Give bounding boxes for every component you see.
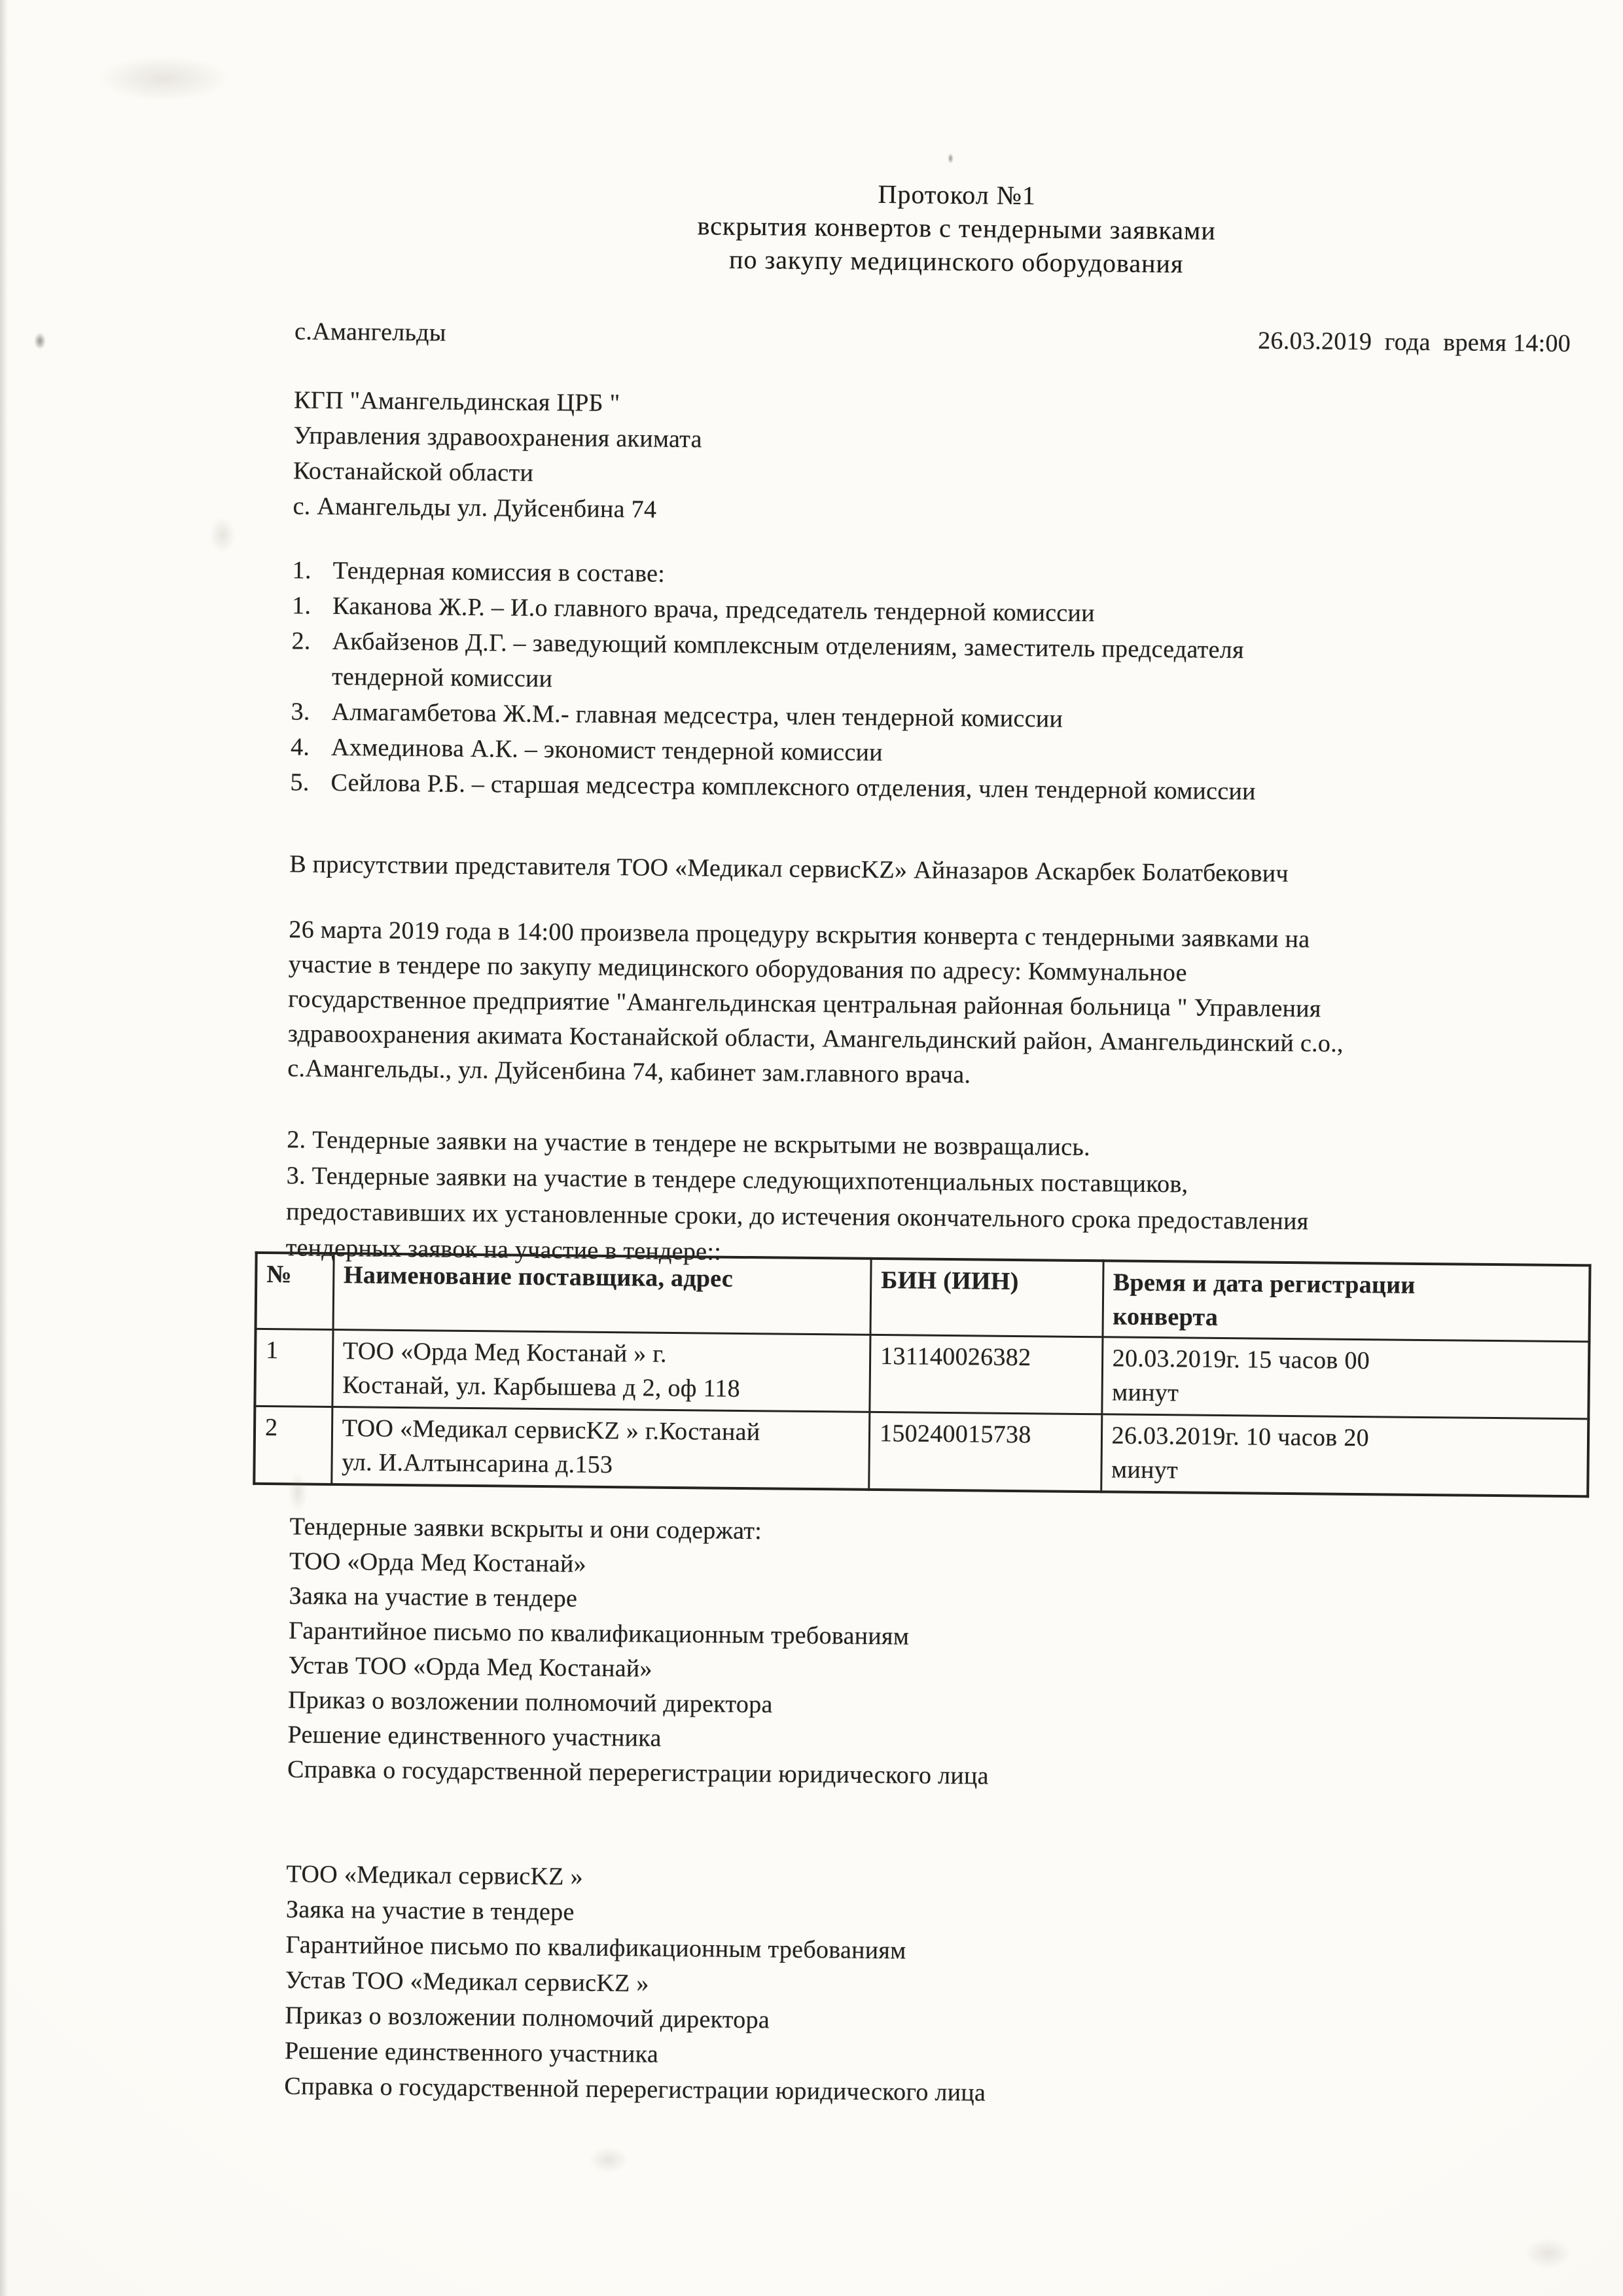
content-item: Решение единственного участника xyxy=(284,2037,659,2068)
title-line-3: по закупу медицинского оборудования xyxy=(728,244,1184,279)
document-title-block xyxy=(351,172,1562,284)
table-row xyxy=(254,1406,1588,1496)
title-line-2: вскрытия конвертов с тендерными заявками xyxy=(697,211,1216,245)
cell-supplier: ТОО «Орда Мед Костанай » г. Костанай, ул. Карбышева д 2, оф 118 xyxy=(332,1329,870,1412)
content-item: Справка о государственной перерегистрации юридического лица xyxy=(284,2072,986,2107)
member-text: Акбайзенов Д.Г. – заведующий комплексным отделениям, заместитель председателя тендерной комиссии xyxy=(331,627,1245,693)
content-item: Справка о государственной перерегистрации юридического лица xyxy=(287,1755,990,1790)
title-line-1: Протокол №1 xyxy=(878,179,1037,211)
member-text: Ахмединова А.К. – экономист тендерной комиссии xyxy=(330,733,883,766)
commission-heading-text: Тендерная комиссия в составе: xyxy=(332,556,666,588)
content-item: Заяка на участие в тендере xyxy=(289,1582,578,1613)
content-item: Приказ о возложении полномочий директора xyxy=(287,1686,773,1719)
member-number: 4. xyxy=(290,733,310,761)
content-item: Устав ТОО «Медикал сервисKZ » xyxy=(285,1966,649,1998)
cell-registration-time: 26.03.2019г. 10 часов 20 минут xyxy=(1101,1414,1588,1497)
table-row xyxy=(255,1329,1589,1419)
cell-registration-time: 20.03.2019г. 15 часов 00 минут xyxy=(1101,1337,1589,1419)
member-number: 2. xyxy=(291,627,311,655)
presence-statement: В присутствии представителя ТОО «Медикал сервисKZ» Айназаров Аскарбек Болатбекович xyxy=(289,850,1289,888)
content-item: Устав ТОО «Орда Мед Костанай» xyxy=(288,1651,653,1683)
content-item: Гарантийное письмо по квалификационным требованиям xyxy=(288,1617,910,1651)
content-item: Гарантийное письмо по квалификационным требованиям xyxy=(285,1931,906,1965)
organization-line-3: Костанайской области xyxy=(293,457,534,487)
procedure-paragraph: 26 марта 2019 года в 14:00 произвела процедуру вскрытия конверта с тендерными заявками на участие в тендере по закупу медицинского оборудования по адресу: Коммунальное государственное предприятие "Амангельдинская центральная районная больница " Управления здравоохранения акимата Костанайской области, Амангельдинский район, Амангельдинский с.о., с.Амангельды., ул. Дуйсенбина 74, кабинет зам.главного врача. xyxy=(287,916,1344,1089)
cell-bin: 131140026382 xyxy=(870,1335,1103,1414)
organization-line-2: Управления здравоохранения акимата xyxy=(293,422,702,454)
opened-heading: Тендерные заявки вскрыты и они содержат: xyxy=(289,1513,762,1545)
cell-supplier: ТОО «Медикал сервисKZ » г.Костанай ул. И.Алтынсарина д.153 xyxy=(331,1407,869,1489)
organization-line-1: КГП "Амангельдинская ЦРБ " xyxy=(293,386,620,418)
content-item: Заяка на участие в тендере xyxy=(285,1895,575,1926)
commission-member xyxy=(291,623,1594,706)
member-text: Алмагамбетова Ж.М.- главная медсестра, член тендерной комиссии xyxy=(331,698,1063,733)
member-number: 3. xyxy=(291,698,310,726)
point-3-statement: 3. Тендерные заявки на участие в тендере следующихпотенциальных поставщиков, предоставивших их установленные сроки, до истечения окончательного срока предоставления тендерных заявок на участие в тендере:: xyxy=(285,1162,1309,1266)
header-number: № xyxy=(256,1253,334,1330)
organization-line-4: с. Амангельды ул. Дуйсенбина 74 xyxy=(293,492,657,524)
content-item: Решение единственного участника xyxy=(287,1721,662,1752)
member-text: Сейлова Р.Б. – старшая медсестра комплексного отделения, член тендерной комиссии xyxy=(330,768,1256,806)
member-number: 5. xyxy=(290,768,310,797)
cell-number: 1 xyxy=(255,1329,332,1407)
organization-block xyxy=(293,382,702,528)
header-supplier: Наименование поставщика, адрес xyxy=(333,1253,871,1335)
content-item: ТОО «Орда Мед Костанай» xyxy=(289,1547,587,1578)
cell-bin: 150240015738 xyxy=(869,1412,1102,1492)
member-number: 1. xyxy=(291,592,312,620)
place-date-row xyxy=(294,314,1571,361)
commission-heading-number: 1. xyxy=(292,556,312,584)
header-registration-time: Время и дата регистрации конверта xyxy=(1103,1261,1590,1342)
tender-applications-table xyxy=(253,1251,1591,1498)
member-text: Каканова Ж.Р. – И.о главного врача, председатель тендерной комиссии xyxy=(332,592,1096,628)
cell-number: 2 xyxy=(254,1406,332,1484)
commission-heading xyxy=(292,552,665,591)
content-item: ТОО «Медикал сервисKZ » xyxy=(286,1860,584,1891)
table-header-row xyxy=(256,1253,1590,1342)
point-2-statement: 2. Тендерные заявки на участие в тендере не вскрытыми не возвращались. xyxy=(287,1126,1091,1162)
date-time-label: 26.03.2019 года время 14:00 xyxy=(1258,327,1571,358)
content-item: Приказ о возложении полномочий директора xyxy=(285,2001,770,2034)
commission-member-list xyxy=(290,588,1594,812)
opened-contents-supplier1 xyxy=(287,1509,991,1793)
header-bin: БИН (ИИН) xyxy=(870,1259,1103,1337)
place-label: с.Амангельды xyxy=(294,317,446,347)
opened-contents-supplier2 xyxy=(284,1856,988,2110)
